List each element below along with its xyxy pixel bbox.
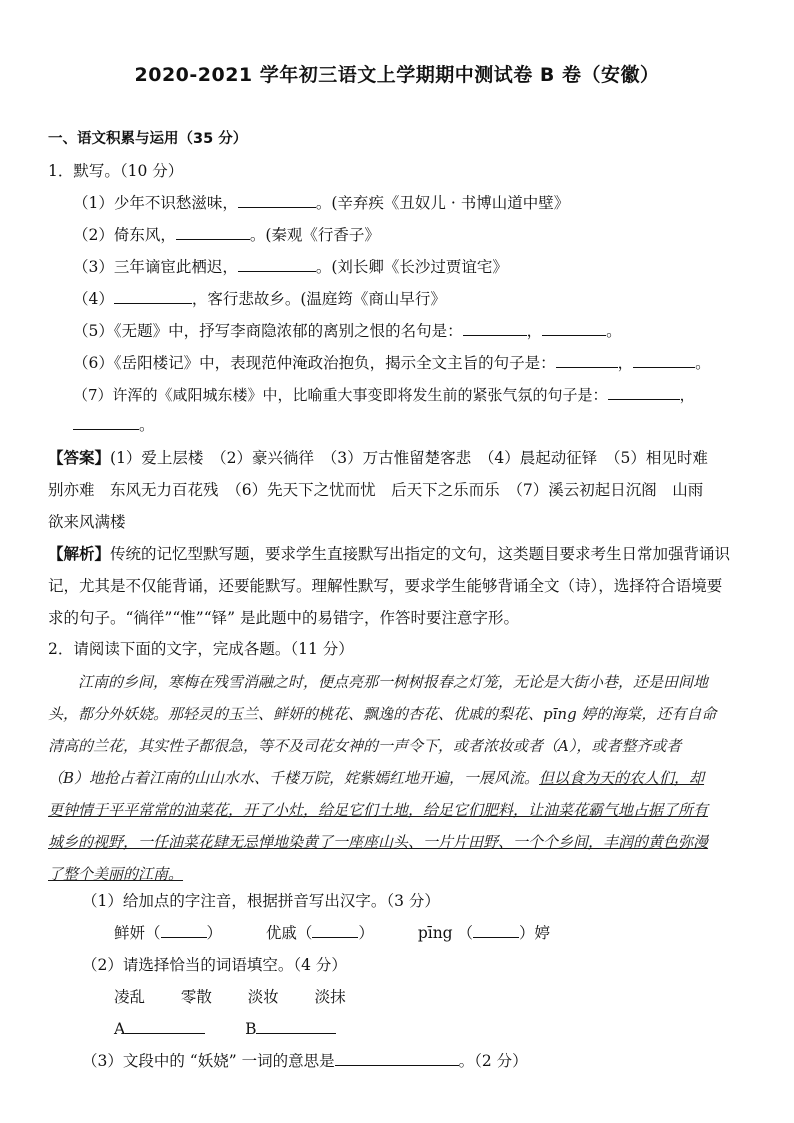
analysis-block	[48, 538, 750, 634]
answer-block	[48, 442, 750, 538]
passage-line-2: 头，都分外妖娆。那轻灵的玉兰、鲜妍的桃花、飘逸的杏花、优戚的梨花、pīng 婷的海棠，还有自命	[48, 705, 717, 723]
passage-line-7: 了整个美丽的江南。	[48, 865, 184, 883]
q1-item-7: （7）许浑的《咸阳城东楼》中，比喻重大事变即将发生前的紧张气氛的句子是： ，	[73, 386, 695, 404]
analysis-line-3: 求的句子。“徜徉”“惟”“铎” 是此题中的易错字，作答时要注意字形。	[48, 609, 519, 627]
answer-blank[interactable]	[463, 321, 527, 336]
answer-blank[interactable]	[238, 257, 316, 272]
section-heading: 一、语文积累与运用（35 分）	[48, 131, 248, 147]
answer-line-1: 【答案】(1）爱上层楼 （2）豪兴徜徉 （3）万古惟留楚客悲 （4）晨起动征铎 （5）相见时难	[48, 449, 708, 467]
answer-blank[interactable]	[335, 1051, 459, 1066]
q1-item-5: （5）《无题》中，抒写李商隐浓郁的离别之恨的名句是： ， 。	[73, 322, 622, 340]
q2-sub1-items: 鲜妍（ ） 优戚（ ） pīng （ ）婷	[114, 924, 551, 942]
q2-sub1: （1）给加点的字注音，根据拼音写出汉字。（3 分）	[82, 892, 440, 910]
q1-item-7-continued: 。	[73, 414, 155, 436]
analysis-tag: 【解析】	[48, 545, 111, 563]
q1-item-3: （3）三年谪宦此栖迟， 。(刘长卿《长沙过贾谊宅》	[73, 258, 508, 276]
answer-blank[interactable]	[125, 1019, 205, 1034]
answer-blank[interactable]	[238, 193, 316, 208]
answer-line-3: 欲来风满楼	[48, 513, 126, 531]
option-word: 淡妆	[247, 988, 279, 1006]
passage-line-5: 更钟情于平平常常的油菜花，开了小灶，给足它们土地，给足它们肥料，让油菜花霸气地占据了所有	[48, 801, 709, 819]
q1-stem: 1．默写。（10 分）	[48, 162, 184, 180]
reading-passage	[48, 666, 748, 890]
answer-blank[interactable]	[473, 923, 519, 938]
q2-sub3: （3）文段中的 “妖娆” 一词的意思是 。（2 分）	[82, 1052, 528, 1070]
answer-blank[interactable]	[556, 353, 618, 368]
passage-line-6: 城乡的视野，一任油菜花肆无忌惮地染黄了一座座山头、一片片田野、一个个乡间，丰润的黄色弥漫	[48, 833, 709, 851]
answer-blank[interactable]	[176, 225, 250, 240]
underlined-sentence: 但以食为天的农人们，却	[539, 769, 705, 787]
passage-line-1: 江南的乡间，寒梅在残雪消融之时，便点亮那一树树报春之灯笼，无论是大街小巷，还是田间地	[78, 673, 709, 691]
q1-item-1: （1）少年不识愁滋味， 。(辛弃疾《丑奴儿 · 书博山道中壁》	[73, 194, 570, 212]
q2-stem: 2．请阅读下面的文字，完成各题。（11 分）	[48, 640, 354, 658]
option-word: 零散	[180, 988, 212, 1006]
answer-blank[interactable]	[256, 1019, 336, 1034]
answer-blank[interactable]	[633, 353, 695, 368]
answer-line-2: 别亦难 东风无力百花残 （6）先天下之忧而忧 后天下之乐而乐 （7）溪云初起日沉阁 山雨	[48, 481, 704, 499]
answer-tag: 【答案】	[48, 449, 111, 467]
answer-blank[interactable]	[114, 289, 192, 304]
answer-blank[interactable]	[312, 923, 358, 938]
q2-sub2-options	[114, 986, 346, 1008]
answer-blank[interactable]	[542, 321, 606, 336]
passage-line-3: 清高的兰花，其实性子都很急，等不及司花女神的一声令下，或者浓妆或者（A），或者整齐或者	[48, 737, 682, 755]
answer-blank[interactable]	[608, 385, 680, 400]
analysis-line-1: 【解析】传统的记忆型默写题，要求学生直接默写出指定的文句，这类题目要求考生日常加强背诵识	[48, 545, 731, 563]
exam-title: 2020-2021 学年初三语文上学期期中测试卷 B 卷（安徽）	[134, 64, 660, 86]
q1-item-2: （2）倚东风， 。(秦观《行香子》	[73, 226, 380, 244]
q1-item-4: （4） ，客行悲故乡。(温庭筠《商山早行》	[73, 290, 446, 308]
q2-sub2: （2）请选择恰当的词语填空。（4 分）	[82, 956, 347, 974]
q2-sub2-blanks: A B	[114, 1018, 336, 1040]
q1-item-6: （6）《岳阳楼记》中，表现范仲淹政治抱负，揭示全文主旨的句子是： ， 。	[73, 354, 711, 372]
answer-blank[interactable]	[161, 923, 207, 938]
option-word: 凌乱	[114, 988, 146, 1006]
answer-blank[interactable]	[73, 415, 139, 430]
analysis-line-2: 记，尤其是不仅能背诵，还要能默写。理解性默写，要求学生能够背诵全文（诗），选择符合语境要	[48, 577, 723, 595]
passage-line-4: （B）地抢占着江南的山山水水、千楼万院，姹紫嫣红地开遍，一展风流。但以食为天的农人们，却	[48, 769, 705, 787]
option-word: 淡抹	[314, 988, 346, 1006]
